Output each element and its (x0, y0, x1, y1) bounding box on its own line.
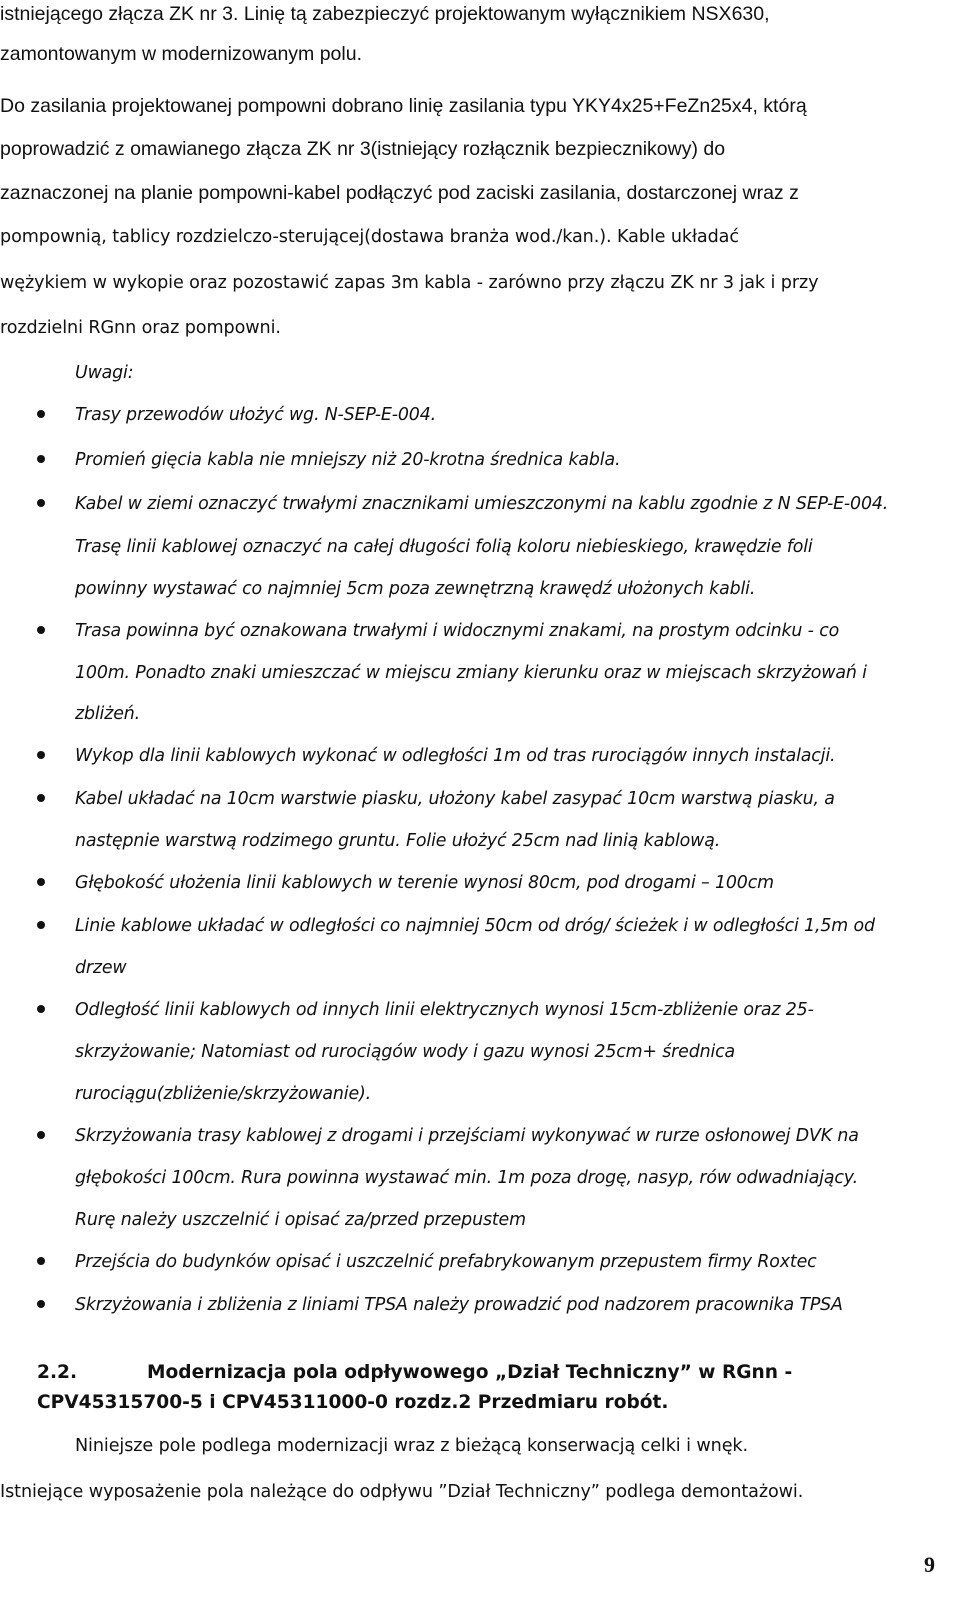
note-item: Wykop dla linii kablowych wykonać w odległości 1m od tras rurociągów innych instalacji. (75, 746, 836, 766)
page-number: 9 (924, 1552, 935, 1577)
note-item: drzew (75, 958, 127, 978)
paragraph2-line2: poprowadzić z omawianego złącza ZK nr 3(istniejący rozłącznik bezpiecznikowy) do (0, 138, 726, 160)
note-item: skrzyżowanie; Natomiast od rurociągów wody i gazu wynosi 25cm+ średnica (75, 1042, 736, 1062)
note-item: zbliżeń. (75, 704, 141, 724)
notes-heading: Uwagi: (75, 363, 134, 383)
bullet-icon (37, 1005, 45, 1013)
note-item: Trasę linii kablowej oznaczyć na całej długości folią koloru niebieskiego, krawędzie foli (75, 537, 813, 557)
paragraph2-line4: pompownią, tablicy rozdzielczo-sterującej(dostawa branża wod./kan.). Kable układać (0, 227, 739, 247)
paragraph2-line1: Do zasilania projektowanej pompowni dobrano linię zasilania typu YKY4x25+FeZn25x4, którą (0, 95, 807, 117)
note-item: Promień gięcia kabla nie mniejszy niż 20-krotna średnica kabla. (75, 450, 621, 470)
note-item: Linie kablowe układać w odległości co najmniej 50cm od dróg/ ścieżek i w odległości 1,5m od (75, 916, 875, 936)
note-item: rurociągu(zbliżenie/skrzyżowanie). (75, 1084, 372, 1104)
note-item: Odległość linii kablowych od innych linii elektrycznych wynosi 15cm-zbliżenie oraz 25- (75, 1000, 814, 1020)
note-item: 100m. Ponadto znaki umieszczać w miejscu zmiany kierunku oraz w miejscach skrzyżowań i (75, 663, 867, 683)
paragraph2-line6: rozdzielni RGnn oraz pompowni. (0, 318, 281, 338)
bullet-icon (37, 751, 45, 759)
section-title-line2: CPV45315700-5 i CPV45311000-0 rozdz.2 Przedmiaru robót. (37, 1392, 669, 1413)
bullet-icon (37, 499, 45, 507)
paragraph2-line3: zaznaczonej na planie pompowni-kabel podłączyć pod zaciski zasilania, dostarczonej wraz z (0, 182, 799, 204)
bullet-icon (37, 921, 45, 929)
bullet-icon (37, 1300, 45, 1308)
note-item: głębokości 100cm. Rura powinna wystawać min. 1m poza drogę, nasyp, rów odwadniający. (75, 1168, 858, 1188)
note-item: Kabel w ziemi oznaczyć trwałymi znacznikami umieszczonymi na kablu zgodnie z N SEP-E-004. (75, 494, 889, 514)
paragraph1-line1: istniejącego złącza ZK nr 3. Linię tą zabezpieczyć projektowanym wyłącznikiem NSX630, (0, 3, 770, 25)
note-item: Przejścia do budynków opisać i uszczelnić prefabrykowanym przepustem firmy Roxtec (75, 1252, 817, 1272)
paragraph3-line2: Istniejące wyposażenie pola należące do odpływu ”Dział Techniczny” podlega demontażowi. (0, 1482, 804, 1502)
note-item: Skrzyżowania i zbliżenia z liniami TPSA należy prowadzić pod nadzorem pracownika TPSA (75, 1295, 843, 1315)
note-item: Trasy przewodów ułożyć wg. N-SEP-E-004. (75, 405, 437, 425)
bullet-icon (37, 455, 45, 463)
note-item: Trasa powinna być oznakowana trwałymi i widocznymi znakami, na prostym odcinku - co (75, 621, 840, 641)
bullet-icon (37, 878, 45, 886)
note-item: Głębokość ułożenia linii kablowych w terenie wynosi 80cm, pod drogami – 100cm (75, 873, 774, 893)
note-item: powinny wystawać co najmniej 5cm poza zewnętrzną krawędź ułożonych kabli. (75, 579, 756, 599)
bullet-icon (37, 1131, 45, 1139)
paragraph2-line5: wężykiem w wykopie oraz pozostawić zapas 3m kabla - zarówno przy złączu ZK nr 3 jak i przy (0, 273, 819, 293)
bullet-icon (37, 1257, 45, 1265)
bullet-icon (37, 794, 45, 802)
section-title-line1: Modernizacja pola odpływowego „Dział Techniczny” w RGnn - (147, 1362, 793, 1383)
paragraph3-line1: Niniejsze pole podlega modernizacji wraz z bieżącą konserwacją celki i wnęk. (75, 1436, 749, 1456)
section-number: 2.2. (37, 1362, 78, 1383)
note-item: Rurę należy uszczelnić i opisać za/przed przepustem (75, 1210, 526, 1230)
bullet-icon (37, 410, 45, 418)
note-item: następnie warstwą rodzimego gruntu. Folie ułożyć 25cm nad linią kablową. (75, 831, 721, 851)
paragraph1-line2: zamontowanym w modernizowanym polu. (0, 43, 362, 65)
note-item: Kabel układać na 10cm warstwie piasku, ułożony kabel zasypać 10cm warstwą piasku, a (75, 789, 835, 809)
note-item: Skrzyżowania trasy kablowej z drogami i przejściami wykonywać w rurze osłonowej DVK na (75, 1126, 859, 1146)
bullet-icon (37, 626, 45, 634)
